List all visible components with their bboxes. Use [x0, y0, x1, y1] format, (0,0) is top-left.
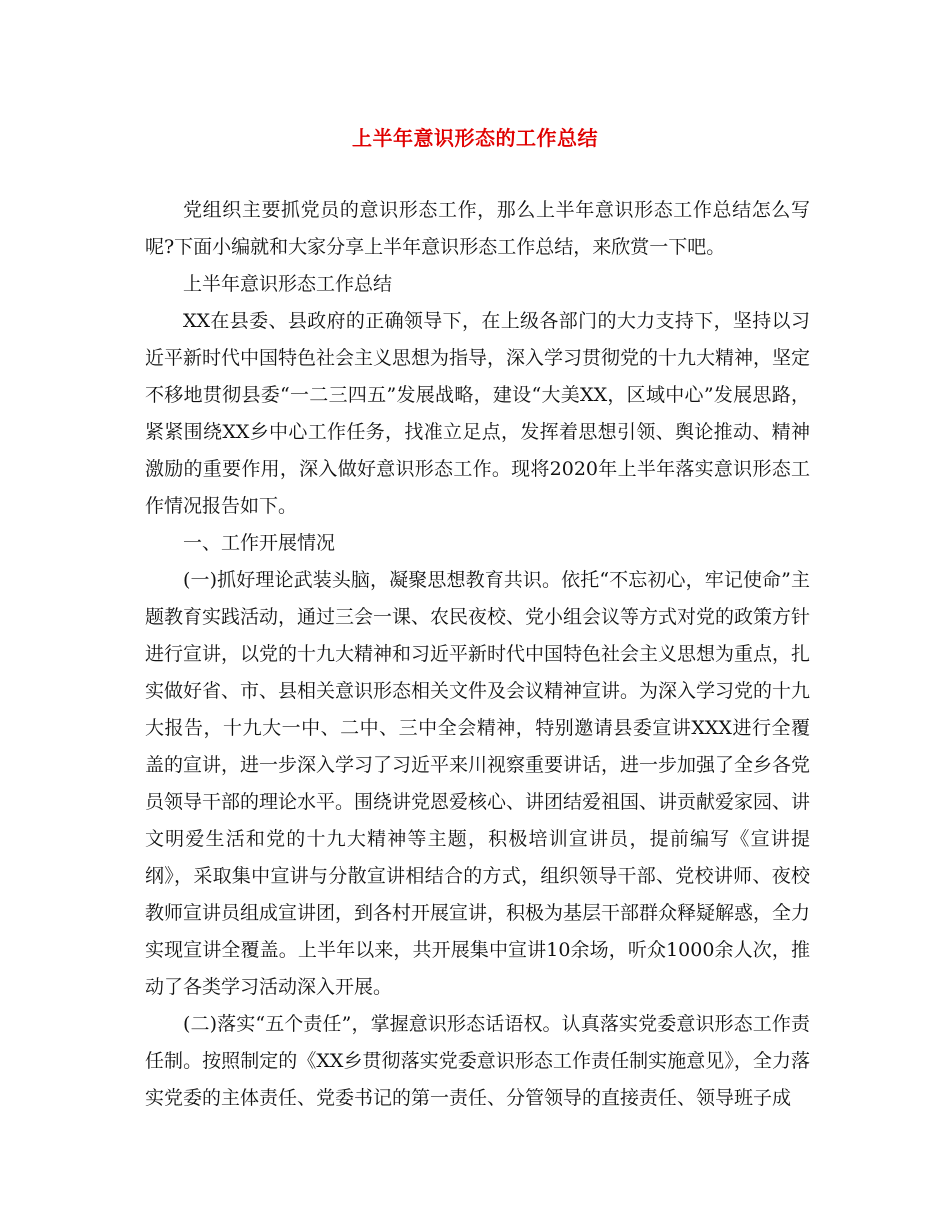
paragraph-overview: XX在县委、县政府的正确领导下，在上级各部门的大力支持下，坚持以习近平新时代中国特色社会主义思想为指导，深入学习贯彻党的十九大精神，坚定不移地贯彻县委“一二三四五”发展战略，建设“大美XX，区域中心”发展思路，紧紧围绕XX乡中心工作任务，找准立足点，发挥着思想引领、舆论推动、精神激励的重要作用，深入做好意识形态工作。现将2020年上半年落实意识形态工作情况报告如下。	[145, 310, 811, 517]
paragraph-five-responsibilities: (二)落实“五个责任”，掌握意识形态话语权。认真落实党委意识形态工作责任制。按照制定的《XX乡贯彻落实党委意识形态工作责任制实施意见》，全力落实党委的主体责任、党委书记的第一责任、分管领导的直接责任、领导班子成	[145, 1013, 810, 1109]
paragraph-theory-education: (一)抓好理论武装头脑，凝聚思想教育共识。依托“不忘初心，牢记使命”主题教育实践活动，通过三会一课、农民夜校、党小组会议等方式对党的政策方针进行宣讲，以党的十九大精神和习近平新时代中国特色社会主义思想为重点，扎实做好省、市、县相关意识形态相关文件及会议精神宣讲。为深入学习党的十九大报告，十九大一中、二中、三中全会精神，特别邀请县委宣讲XXX进行全覆盖的宣讲，进一步深入学习了习近平来川视察重要讲话，进一步加强了全乡各党员领导干部的理论水平。围绕讲党恩爱核心、讲团结爱祖国、讲贡献爱家园、讲文明爱生活和党的十九大精神等主题，积极培训宣讲员，提前编写《宣讲提纲》，采取集中宣讲与分散宣讲相结合的方式，组织领导干部、党校讲师、夜校教师宣讲员组成宣讲团，到各村开展宣讲，积极为基层干部群众释疑解惑，全力实现宣讲全覆盖。上半年以来，共开展集中宣讲10余场，听众1000余人次，推动了各类学习活动深入开展。	[145, 569, 811, 998]
paragraph-subtitle: 上半年意识形态工作总结	[183, 273, 393, 295]
document-body	[145, 192, 810, 1117]
paragraph-intro: 党组织主要抓党员的意识形态工作，那么上半年意识形态工作总结怎么写呢?下面小编就和大家分享上半年意识形态工作总结，来欣赏一下吧。	[145, 199, 810, 258]
section-heading-work-progress: 一、工作开展情况	[183, 532, 336, 554]
document-title: 上半年意识形态的工作总结	[352, 126, 598, 150]
